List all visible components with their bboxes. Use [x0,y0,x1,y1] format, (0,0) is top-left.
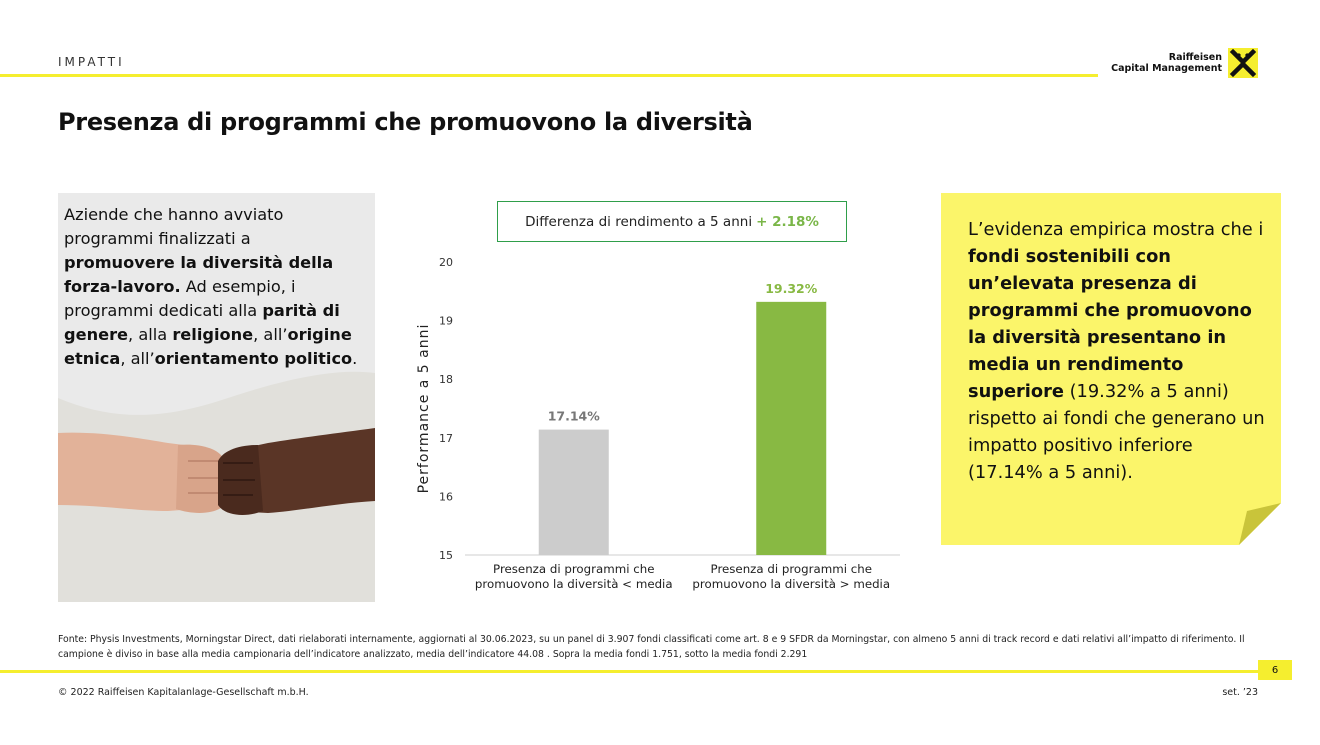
callout-text [968,216,1268,486]
page-title: Presenza di programmi che promuovono la diversità [58,108,753,136]
y-tick-label: 18 [439,373,453,387]
bar [756,302,826,555]
x-category-label: promuovono la diversità > media [692,577,891,591]
bar [539,430,609,555]
left-text-bold: promuovere la diversità della forza-lavoro. [64,253,334,296]
y-tick-label: 20 [439,256,453,269]
return-difference-label: Differenza di rendimento a 5 anni [525,213,753,230]
left-text-bold: orientamento politico [154,349,353,368]
left-text-bold: origine etnica [64,325,352,368]
left-text-run: Ad esempio, i programmi dedicati alla [64,277,296,320]
y-tick-label: 19 [439,314,453,328]
x-category-label: Presenza di programmi che [493,562,655,576]
performance-bar-chart [405,245,915,600]
left-text-run: Aziende che hanno avviato programmi finalizzati a [64,205,284,248]
left-text-run: , all’ [120,349,155,368]
y-axis-label: Performance a 5 anni [416,323,432,494]
source-footnote: Fonte: Physis Investments, Morningstar Direct, dati rielaborati internamente, aggiornati al 30.06.2023, su un panel di 3.907 fondi classificati come art. 8 e 9 SFDR da Morningstar, con almeno 5 anni di track record e dati relativi all’impatto di riferimento. Il campione è diviso in base alla media campionaria dell’indicatore analizzato, media dell’indicatore 44.08 . Sopra la media fondi 1.751, sotto la media fondi 2.291 [58,634,1245,660]
y-tick-label: 17 [439,431,453,445]
left-text-bold: religione [172,325,254,344]
brand-name [1111,52,1222,74]
bar-data-label: 19.32% [765,280,818,296]
brand-line-1: Raiffeisen [1168,52,1222,63]
y-tick-label: 15 [439,549,453,562]
left-text-run: . [352,349,358,368]
raiffeisen-gable-cross-icon [1228,48,1258,78]
left-info-panel [58,193,375,602]
return-difference-value: + 2.18% [756,213,819,230]
copyright: © 2022 Raiffeisen Kapitalanlage-Gesellschaft m.b.H. [58,687,309,698]
date-label: set. ’23 [1222,687,1258,698]
page-number: 6 [1258,660,1292,680]
left-text-run: , all’ [253,325,288,344]
brand-line-2: Capital Management [1111,63,1222,74]
bottom-divider [0,670,1258,673]
callout-text-bold: fondi sostenibili con un’elevata presenza di programmi che promuovono la diversità presentano in media un rendimento superiore [968,246,1252,402]
bar-data-label: 17.14% [547,408,600,424]
left-text-run: , alla [128,325,173,344]
left-text-bold: parità di genere [64,301,340,344]
section-label: IMPATTI [58,55,125,69]
x-category-label: Presenza di programmi che [710,562,872,576]
x-category-label: promuovono la diversità < media [474,577,673,591]
y-tick-label: 16 [439,490,453,504]
callout-text-run: (19.32% a 5 anni) rispetto ai fondi che generano un impatto positivo inferiore (17.14% a 5 anni). [968,381,1265,483]
brand-logo-block [1111,48,1258,78]
callout-text-run: L’evidenza empirica mostra che i [968,219,1264,240]
top-divider [0,74,1098,77]
return-difference-box [497,201,847,242]
conclusion-callout [941,193,1281,545]
left-panel-text [64,203,364,371]
